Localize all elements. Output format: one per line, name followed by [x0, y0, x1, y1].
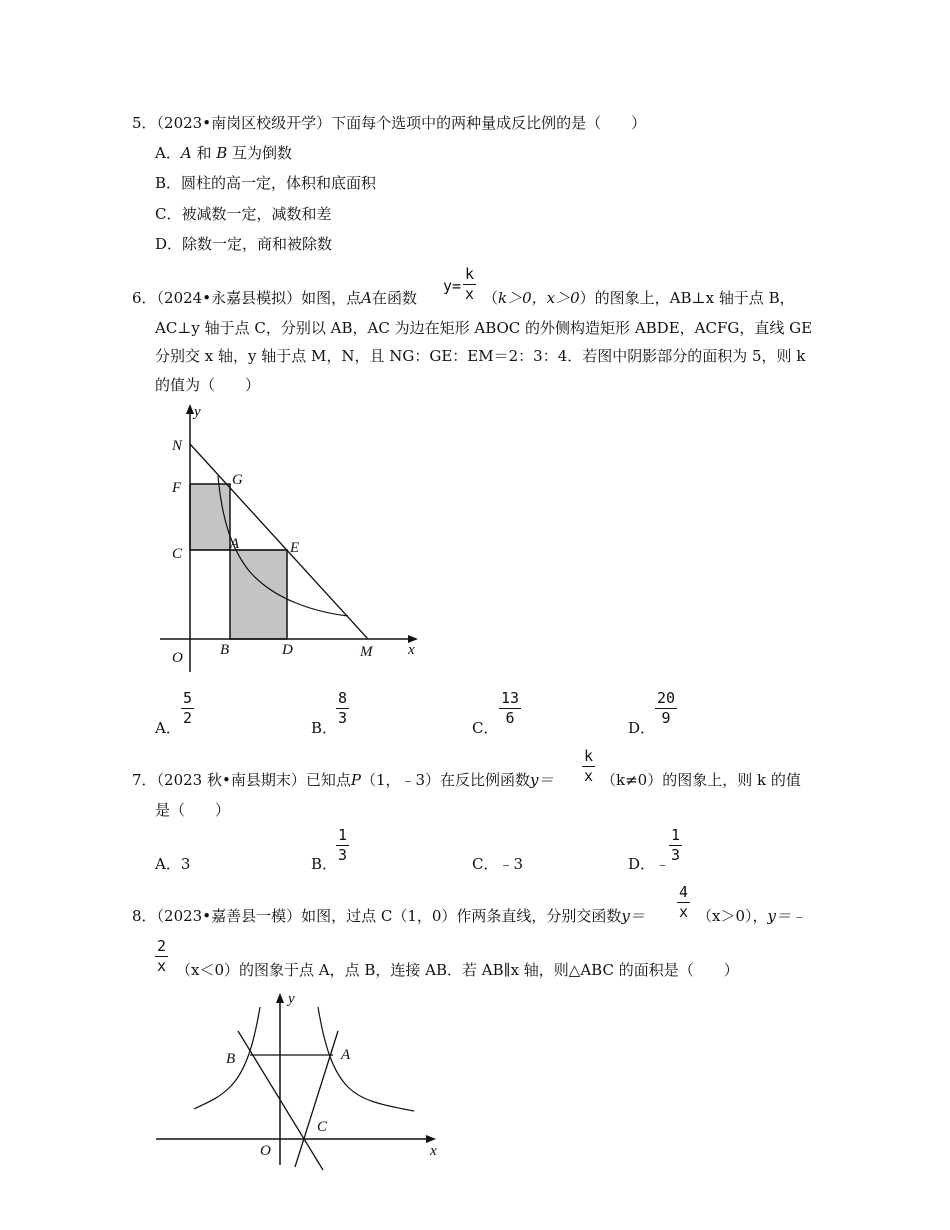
q6-stem-line1: 6．（2024•永嘉县模拟）如图，点A在函数 — [132, 289, 417, 307]
q6-label-x: x — [408, 642, 415, 658]
q7-number: 7． — [132, 771, 157, 789]
q6-option-c-fraction[interactable]: 13 6 — [501, 689, 520, 727]
q6-option-c-label[interactable]: C． — [472, 719, 499, 737]
q6-label-a: A — [230, 536, 240, 552]
q8-label-b: B — [226, 1051, 236, 1067]
q8-stem-line2: （x＜0）的图象于点 A，点 B，连接 AB．若 AB∥x 轴，则△ABC 的面积是（ ） — [176, 961, 739, 979]
q6-source: （2024•永嘉县模拟） — [156, 289, 302, 307]
q6-label-m: M — [360, 644, 373, 660]
q5-option-d[interactable]: D．除数一定，商和被除数 — [155, 235, 333, 253]
q6-option-a-label[interactable]: A． — [155, 719, 181, 737]
q8-line-ac — [295, 1031, 338, 1167]
q6-option-d-label[interactable]: D． — [628, 719, 656, 737]
q7-option-d-label[interactable]: D．﹣ — [628, 855, 671, 873]
q8-func2-fraction: 2 x — [157, 937, 167, 975]
q5-option-a[interactable]: A．A 和 B 互为倒数 — [155, 144, 293, 162]
q7-stem-line1: 7．（2023 秋•南县期末）已知点P（1，﹣3）在反比例函数y＝ — [132, 771, 554, 789]
q7-option-b-label[interactable]: B． — [311, 855, 338, 873]
q6-label-d: D — [282, 642, 293, 658]
q8-hyperbola-right — [318, 1007, 414, 1111]
q6-stem-line3: 分别交 x 轴，y 轴于点 M，N，且 NG：GE：EM＝2：3：4．若图中阴影部分的面积为 5，则 k — [155, 347, 806, 365]
q8-stem-cond1: （x＞0），y＝﹣ — [697, 907, 806, 925]
q6-label-c: C — [172, 546, 183, 562]
q5-stem-line — [132, 113, 646, 133]
q8-label-a: A — [341, 1047, 351, 1063]
q5-option-c[interactable]: C．被减数一定，减数和差 — [155, 205, 332, 223]
q5-option-b[interactable]: B．圆柱的高一定，体积和底面积 — [155, 174, 377, 192]
q7-option-b-fraction[interactable]: 1 3 — [338, 826, 348, 864]
q6-label-g: G — [232, 472, 243, 488]
q6-label-o: O — [172, 650, 183, 666]
q8-stem-line1: 8．（2023•嘉善县一模）如图，过点 C（1，0）作两条直线，分别交函数y＝ — [132, 907, 645, 925]
q8-label-o: O — [260, 1143, 271, 1159]
q6-label-e: E — [290, 540, 300, 556]
q5-source: （2023•南岗区校级开学） — [156, 114, 332, 132]
q7-source: （2023 秋•南县期末） — [156, 771, 306, 789]
q8-label-y: y — [288, 991, 295, 1007]
q6-label-f: F — [172, 480, 182, 496]
q8-number: 8． — [132, 907, 157, 925]
q5-stem: 下面每个选项中的两种量成反比例的是（ ） — [331, 114, 647, 132]
q6-stem-line1-cont: （k＞0，x＞0）的图象上，AB⊥x 轴于点 B， — [483, 289, 795, 307]
q6-number: 6． — [132, 289, 157, 307]
q8-label-x: x — [430, 1143, 437, 1159]
q6-option-b-label[interactable]: B． — [311, 719, 338, 737]
q5-number: 5． — [132, 114, 157, 132]
q6-label-b: B — [220, 642, 230, 658]
q7-option-c[interactable]: C．﹣3 — [472, 855, 524, 873]
q6-label-y: y — [194, 404, 201, 420]
q8-source: （2023•嘉善县一模） — [156, 907, 302, 925]
q7-func-fraction: k x — [584, 747, 594, 785]
q6-label-n: N — [172, 438, 183, 454]
q6-figure — [150, 400, 440, 680]
q6-option-a-fraction[interactable]: 5 2 — [183, 689, 193, 727]
q6-stem-line2: AC⊥y 轴于点 C，分别以 AB，AC 为边在矩形 ABOC 的外侧构造矩形 ABDE，ACFG，直线 GE — [155, 319, 813, 337]
q6-func-fraction: k x — [465, 265, 475, 303]
q6-option-b-fraction[interactable]: 8 3 — [338, 689, 348, 727]
q7-stem-line2: 是（ ） — [155, 801, 231, 819]
q8-label-c: C — [317, 1119, 328, 1135]
q6-stem-line4: 的值为（ ） — [155, 376, 261, 394]
q6-option-d-fraction[interactable]: 20 9 — [657, 689, 676, 727]
q7-stem-line1-cont: （k≠0）的图象上，则 k 的值 — [601, 771, 801, 789]
q7-option-a[interactable]: A．3 — [155, 855, 191, 873]
q8-func1-fraction: 4 x — [679, 883, 689, 921]
q7-option-d-fraction[interactable]: 1 3 — [671, 826, 681, 864]
q6-func-lhs: y= — [443, 277, 462, 295]
q8-figure — [150, 985, 450, 1175]
